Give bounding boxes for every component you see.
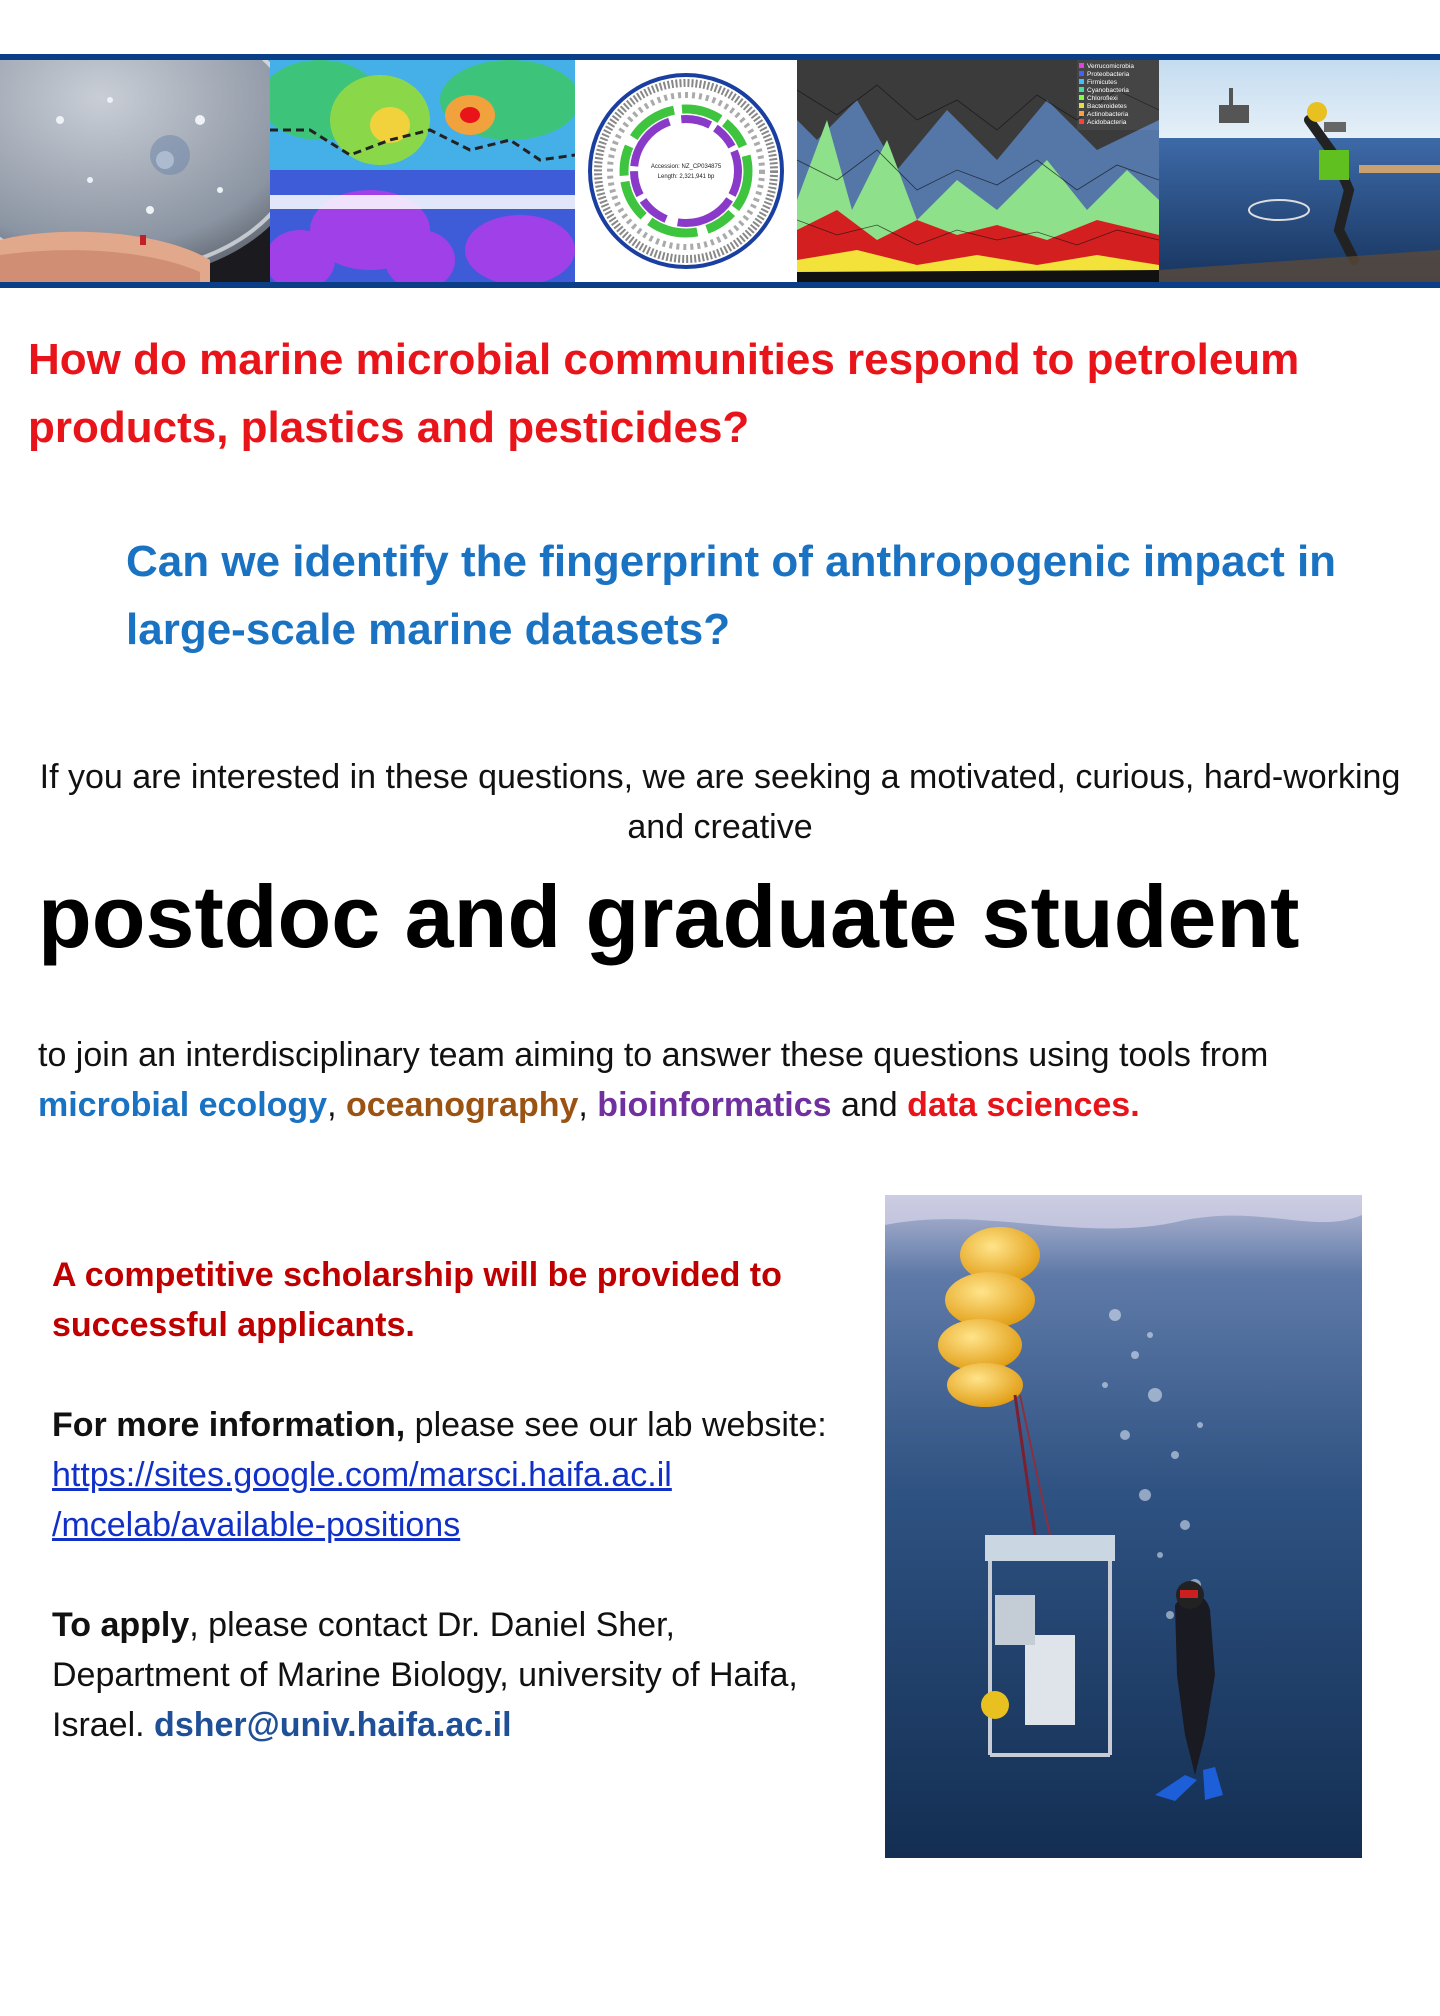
legend-item: Actinobacteria [1087,111,1129,118]
taxa-stacked-area-image [797,60,1159,282]
field-data-sciences: data sciences. [907,1086,1140,1124]
details-column [52,1250,842,1750]
legend-item: Verrucomicrobia [1087,63,1134,70]
more-info-text: please see our lab website: [405,1406,827,1444]
legend-item: Acidobacteria [1087,119,1127,126]
more-info-paragraph [52,1400,842,1550]
petri-dish-image [0,60,270,282]
contact-email[interactable]: dsher@univ.haifa.ac.il [154,1706,512,1744]
underwater-instrument-photo [885,1195,1362,1858]
join-text [38,1030,1428,1130]
field-bioinformatics: bioinformatics [597,1086,832,1124]
legend-item: Cyanobacteria [1087,87,1129,94]
field-microbial-ecology: microbial ecology [38,1086,328,1124]
legend-item: Firmicutes [1087,79,1117,86]
lab-website-link[interactable] [52,1456,672,1544]
lab-website-link-line-2[interactable]: /mcelab/available-positions [52,1506,461,1544]
lab-website-link-line-1[interactable]: https://sites.google.com/marsci.haifa.ac.il [52,1456,672,1494]
research-question-1: How do marine microbial communities respond to petroleum products, plastics and pesticides? [28,335,1300,452]
apply-lead: To apply [52,1606,190,1644]
heatmap-image [270,60,575,282]
join-separator: , [327,1086,346,1124]
more-info-lead: For more information, [52,1406,406,1444]
genome-map-image [575,60,797,282]
image-banner [0,54,1440,288]
legend-item: Bacteroidetes [1087,103,1127,110]
join-separator: , [578,1086,598,1124]
join-separator: and [831,1086,908,1124]
genome-length: Length: 2,321,941 bp [657,174,715,180]
field-oceanography: oceanography [346,1086,579,1124]
position-title: postdoc and graduate student [38,867,1300,966]
legend-item: Proteobacteria [1087,71,1130,78]
join-prefix: to join an interdisciplinary team aiming to answer these questions using tools from [38,1036,1269,1074]
genome-accession: Accession: NZ_CP034875 [650,164,722,170]
research-question-2: Can we identify the fingerprint of anthropogenic impact in large-scale marine datasets? [126,537,1337,654]
apply-paragraph [52,1600,842,1750]
legend-item: Chloroflexi [1087,95,1118,102]
apply-text: , please contact Dr. Daniel Sher, Department of Marine Biology, university of Haifa, Israel. [52,1606,798,1744]
scholarship-note: A competitive scholarship will be provided to successful applicants. [52,1256,782,1344]
sea-sampling-image [1159,60,1440,282]
intro-text: If you are interested in these questions, we are seeking a motivated, curious, hard-working and creative [39,758,1401,846]
